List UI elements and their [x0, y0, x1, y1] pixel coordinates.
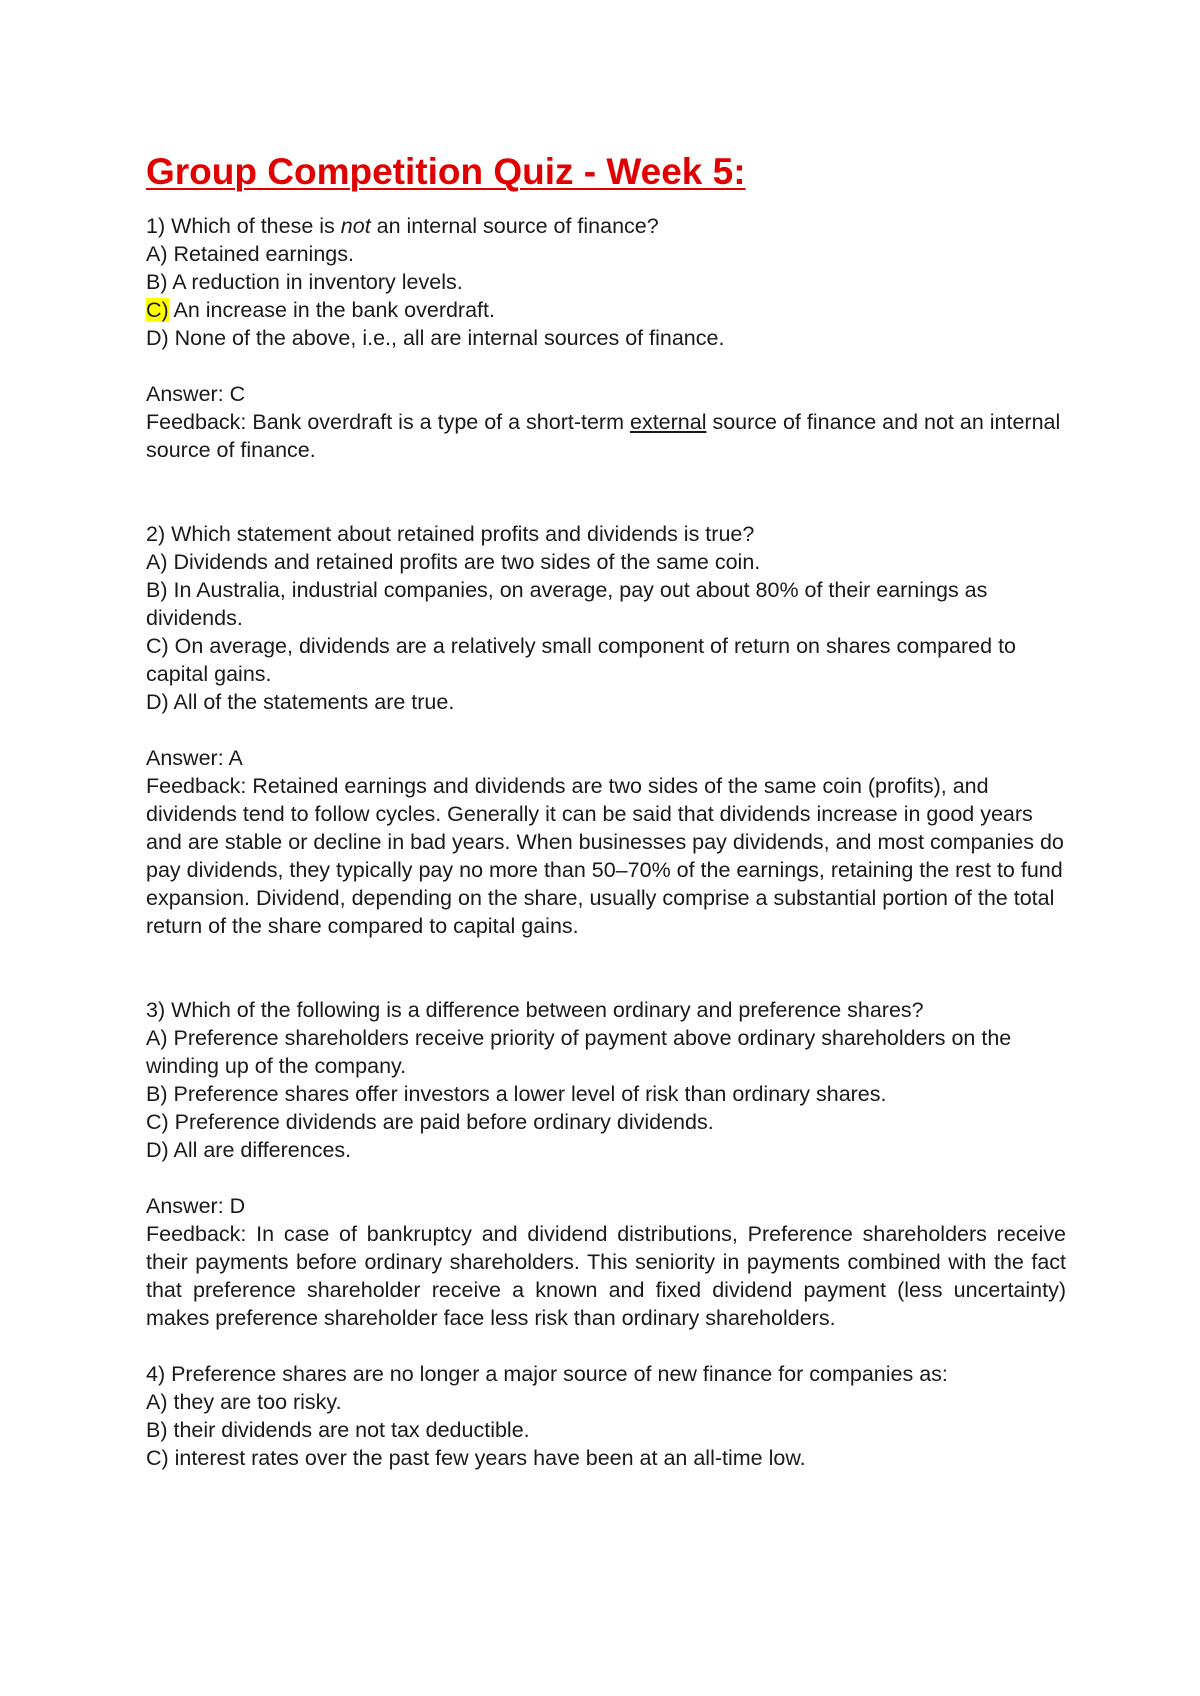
question-2-option-a: A) Dividends and retained profits are two sides of the same coin.: [146, 550, 761, 574]
question-4-option-a: A) they are too risky.: [146, 1390, 342, 1414]
question-2-option-d: D) All of the statements are true.: [146, 690, 455, 714]
question-1-feedback: Feedback: Bank overdraft is a type of a short-term external source of finance and not an internal source of finance.: [146, 410, 1061, 462]
emphasis-not: not: [340, 214, 371, 238]
question-1: [146, 212, 1066, 464]
question-2-option-c: C) On average, dividends are a relatively small component of return on shares compared to capital gains.: [146, 634, 1016, 686]
question-3-answer: Answer: D: [146, 1194, 246, 1218]
question-3-stem: 3) Which of the following is a difference between ordinary and preference shares?: [146, 998, 924, 1022]
question-3: [146, 996, 1066, 1332]
question-3-option-c: C) Preference dividends are paid before ordinary dividends.: [146, 1110, 714, 1134]
question-1-answer: Answer: C: [146, 382, 246, 406]
question-4-option-b: B) their dividends are not tax deductible.: [146, 1418, 530, 1442]
question-1-stem: 1) Which of these is not an internal source of finance?: [146, 214, 659, 238]
question-1-option-c: C) An increase in the bank overdraft.: [146, 298, 495, 322]
question-1-option-a: A) Retained earnings.: [146, 242, 354, 266]
highlighted-answer-mark: C): [146, 298, 169, 322]
question-1-option-b: B) A reduction in inventory levels.: [146, 270, 463, 294]
page-title: Group Competition Quiz - Week 5:: [146, 151, 746, 192]
question-2-answer: Answer: A: [146, 746, 243, 770]
question-3-feedback: Feedback: In case of bankruptcy and dividend distributions, Preference shareholders receive their payments before ordinary shareholders. This seniority in payments combined with the fact that preference shareholder receive a known and fixed dividend payment (less uncertainty) makes preference shareholder face less risk than ordinary shareholders.: [146, 1222, 1066, 1330]
question-3-option-d: D) All are differences.: [146, 1138, 352, 1162]
question-3-option-b: B) Preference shares offer investors a lower level of risk than ordinary shares.: [146, 1082, 887, 1106]
question-4-stem: 4) Preference shares are no longer a major source of new finance for companies as:: [146, 1362, 948, 1386]
question-4: [146, 1360, 1066, 1472]
document-page: [146, 150, 1066, 1472]
question-4-option-c: C) interest rates over the past few years have been at an all-time low.: [146, 1446, 806, 1470]
question-2-feedback: Feedback: Retained earnings and dividends are two sides of the same coin (profits), and dividends tend to follow cycles. Generally it can be said that dividends increase in good years and are stable or decline in bad years. When businesses pay dividends, and most companies do pay dividends, they typically pay no more than 50–70% of the earnings, retaining the rest to fund expansion. Dividend, depending on the share, usually comprise a substantial portion of the total return of the share compared to capital gains.: [146, 774, 1064, 938]
question-3-option-a: A) Preference shareholders receive priority of payment above ordinary shareholders on the winding up of the company.: [146, 1026, 1012, 1078]
question-2-option-b: B) In Australia, industrial companies, on average, pay out about 80% of their earnings as dividends.: [146, 578, 988, 630]
underlined-word-external: external: [629, 410, 707, 434]
question-2: [146, 520, 1066, 940]
question-1-option-d: D) None of the above, i.e., all are internal sources of finance.: [146, 326, 725, 350]
question-2-stem: 2) Which statement about retained profits and dividends is true?: [146, 522, 755, 546]
